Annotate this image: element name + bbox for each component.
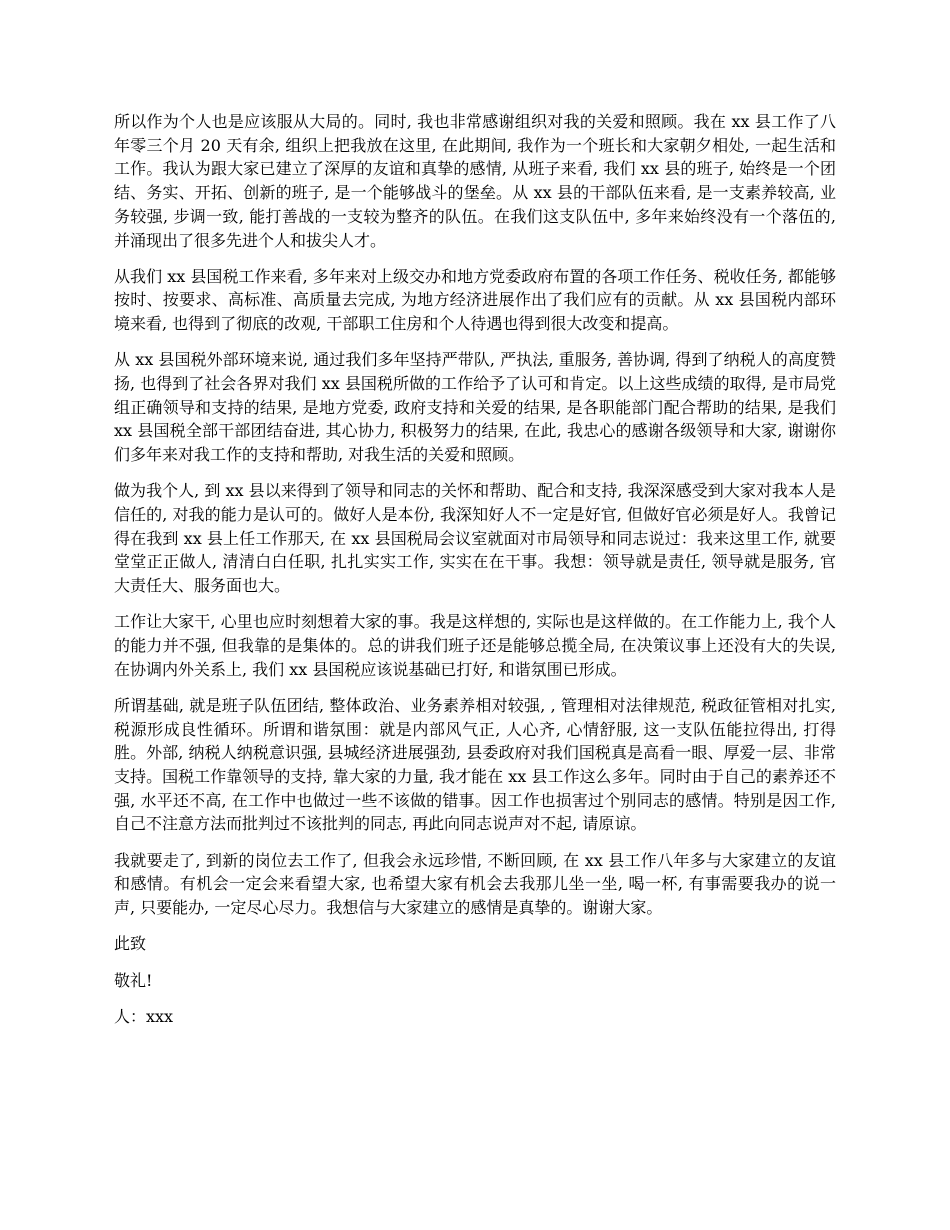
document-page xyxy=(114,110,836,1041)
paragraph-2: 从我们 xx 县国税工作来看, 多年来对上级交办和地方党委政府布置的各项工作任务、税收任务, 都能够按时、按要求、高标准、高质量去完成, 为地方经济进展作出了我们应有的贡献。从 xx 县国税内部环境来看, 也得到了彻底的改观, 干部职工住房和个人待遇也得到很大改变和提高。 xyxy=(114,266,836,334)
signature-line: 人：xxx xyxy=(114,1006,174,1026)
closing-regards: 敬礼! xyxy=(114,970,153,990)
paragraph-3: 从 xx 县国税外部环境来说, 通过我们多年坚持严带队, 严执法, 重服务, 善协调, 得到了纳税人的高度赞扬, 也得到了社会各界对我们 xx 县国税所做的工作给予了认可和肯定。以上这些成绩的取得, 是市局党组正确领导和支持的结果, 是地方党委, 政府支持和关爱的结果, 是各职能部门配合帮助的结果, 是我们 xx 县国税全部干部团结奋进, 其心协力, 积极努力的结果, 在此, 我忠心的感谢各级领导和大家, 谢谢你们多年来对我工作的支持和帮助, 对我生活的关爱和照顾。 xyxy=(114,350,836,465)
paragraph-1: 所以作为个人也是应该服从大局的。同时, 我也非常感谢组织对我的关爱和照顾。我在 xx 县工作了八年零三个月 20 天有余, 组织上把我放在这里, 在此期间, 我作为一个班长和大家朝夕相处, 一起生活和工作。我认为跟大家已建立了深厚的友谊和真挚的感情, 从班子来看, 我们 xx 县的班子, 始终是一个团结、务实、开拓、创新的班子, 是一个能够战斗的堡垒。从 xx 县的干部队伍来看, 是一支素养较高, 业务较强, 步调一致, 能打善战的一支较为整齐的队伍。在我们这支队伍中, 多年来始终没有一个落伍的, 并涌现出了很多先进个人和拔尖人才。 xyxy=(114,112,836,250)
paragraph-4: 做为我个人, 到 xx 县以来得到了领导和同志的关怀和帮助、配合和支持, 我深深感受到大家对我本人是信任的, 对我的能力是认可的。做好人是本份, 我深知好人不一定是好官, 但做好官必须是好人。我曾记得在我到 xx 县上任工作那天, 在 xx 县国税局会议室就面对市局领导和同志说过：我来这里工作, 就要堂堂正正做人, 清清白白任职, 扎扎实实工作, 实实在在干事。我想：领导就是责任, 领导就是服务, 官大责任大、服务面也大。 xyxy=(114,481,836,596)
paragraph-5: 工作让大家干, 心里也应时刻想着大家的事。我是这样想的, 实际也是这样做的。在工作能力上, 我个人的能力并不强, 但我靠的是集体的。总的讲我们班子还是能够总揽全局, 在决策议事上还没有大的失误, 在协调内外关系上, 我们 xx 县国税应该说基础已打好, 和谐氛围已形成。 xyxy=(114,612,836,679)
paragraph-6: 所谓基础, 就是班子队伍团结, 整体政治、业务素养相对较强, , 管理相对法律规范, 税政征管相对扎实, 税源形成良性循环。所谓和谐氛围：就是内部风气正, 人心齐, 心情舒服, 这一支队伍能拉得出, 打得胜。外部, 纳税人纳税意识强, 县城经济进展强劲, 县委政府对我们国税真是高看一眼、厚爱一层、非常支持。国税工作靠领导的支持, 靠大家的力量, 我才能在 xx 县工作这么多年。同时由于自己的素养还不强, 水平还不高, 在工作中也做过一些不该做的错事。因工作也损害过个别同志的感情。特别是因工作, 自己不注意方法而批判过不该批判的同志, 再此向同志说声对不起, 请原谅。 xyxy=(114,695,836,834)
paragraph-7: 我就要走了, 到新的岗位去工作了, 但我会永远珍惜, 不断回顾, 在 xx 县工作八年多与大家建立的友谊和感情。有机会一定会来看望大家, 也希望大家有机会去我那儿坐一坐, 喝一杯, 有事需要我办的说一声, 只要能办, 一定尽心尽力。我想信与大家建立的感情是真挚的。谢谢大家。 xyxy=(114,850,836,918)
closing-salutation: 此致 xyxy=(114,934,147,954)
